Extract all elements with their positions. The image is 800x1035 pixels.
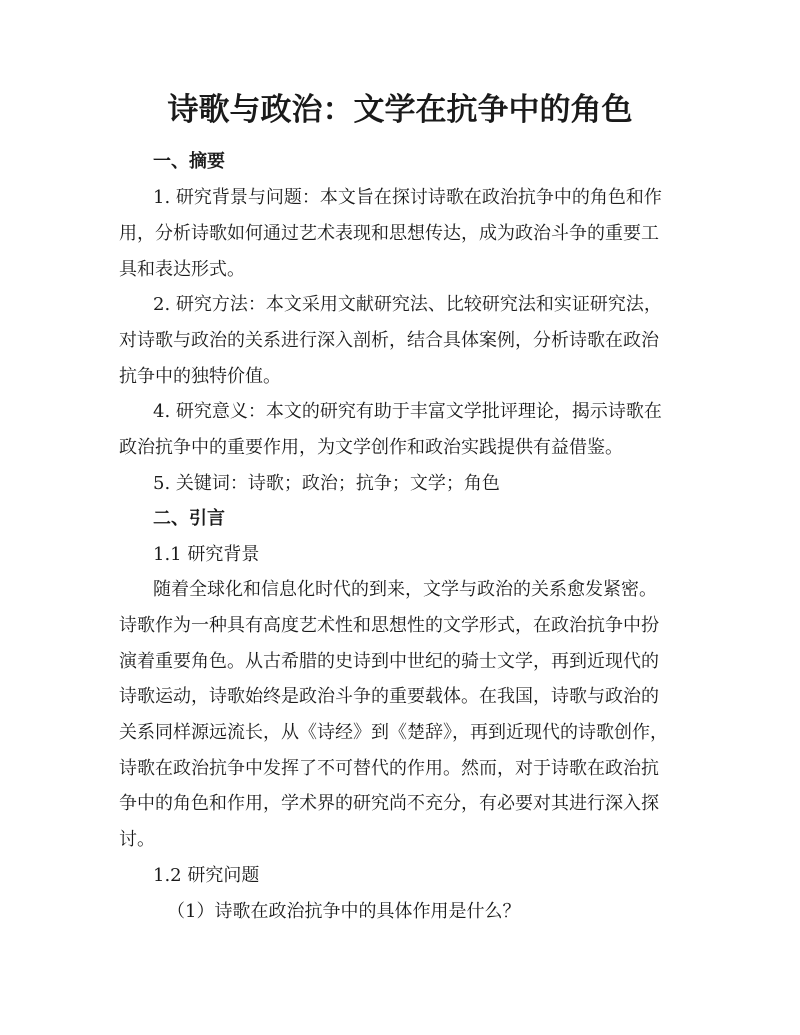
paragraph-line: 1. 研究背景与问题：本文旨在探讨诗歌在政治抗争中的角色和作 bbox=[153, 187, 662, 208]
section-heading-intro: 二、引言 bbox=[153, 508, 225, 529]
paragraph-line: 诗歌在政治抗争中发挥了不可替代的作用。然而，对于诗歌在政治抗 bbox=[119, 758, 659, 779]
paragraph-line: 争中的角色和作用，学术界的研究尚不充分，有必要对其进行深入探 bbox=[119, 793, 659, 814]
paragraph-line: 讨。 bbox=[119, 829, 155, 850]
paragraph-line: 演着重要角色。从古希腊的史诗到中世纪的骑士文学，再到近现代的 bbox=[119, 651, 659, 672]
paragraph-line: 诗歌作为一种具有高度艺术性和思想性的文学形式，在政治抗争中扮 bbox=[119, 615, 659, 636]
paragraph-line: 诗歌运动，诗歌始终是政治斗争的重要载体。在我国，诗歌与政治的 bbox=[119, 686, 659, 707]
paragraph-line: 对诗歌与政治的关系进行深入剖析，结合具体案例，分析诗歌在政治 bbox=[119, 330, 659, 351]
research-question: （1）诗歌在政治抗争中的具体作用是什么？ bbox=[167, 901, 521, 922]
paragraph-line: 随着全球化和信息化时代的到来，文学与政治的关系愈发紧密。 bbox=[153, 579, 657, 600]
paragraph-line: 抗争中的独特价值。 bbox=[119, 366, 281, 387]
paragraph-line: 关系同样源远流长，从《诗经》到《楚辞》，再到近现代的诗歌创作， bbox=[119, 722, 668, 743]
paragraph-line: 具和表达形式。 bbox=[119, 259, 245, 280]
subsection-heading: 1.2 研究问题 bbox=[153, 865, 260, 886]
section-heading-abstract: 一、摘要 bbox=[153, 151, 225, 172]
paragraph-line: 2. 研究方法：本文采用文献研究法、比较研究法和实证研究法， bbox=[153, 294, 662, 315]
subsection-heading: 1.1 研究背景 bbox=[153, 544, 260, 565]
page-title: 诗歌与政治：文学在抗争中的角色 bbox=[167, 92, 633, 128]
paragraph-line: 政治抗争中的重要作用，为文学创作和政治实践提供有益借鉴。 bbox=[119, 437, 623, 458]
paragraph-line: 用，分析诗歌如何通过艺术表现和思想传达，成为政治斗争的重要工 bbox=[119, 223, 659, 244]
keywords-line: 5. 关键词：诗歌；政治；抗争；文学；角色 bbox=[153, 473, 500, 494]
paragraph-line: 4. 研究意义：本文的研究有助于丰富文学批评理论，揭示诗歌在 bbox=[153, 401, 662, 422]
